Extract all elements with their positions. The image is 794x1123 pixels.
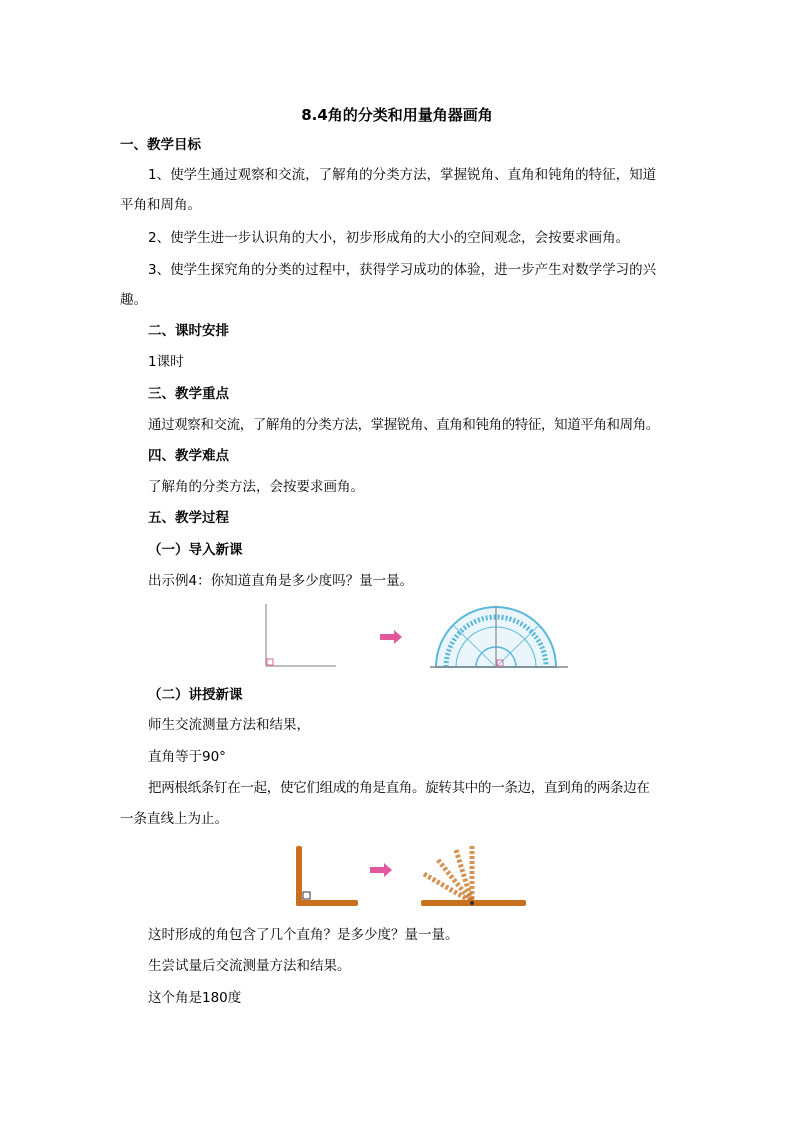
schedule-text: 1课时 [148,354,184,370]
arrow-icon [370,863,392,877]
protractor-icon [430,606,568,667]
right-angle-mark [267,659,273,665]
new-lesson-text-3-line-1: 把两根纸条钉在一起，使它们组成的角是直角。旋转其中的一条边，直到角的两条边在 [148,780,650,796]
new-lesson-text-2: 直角等于90° [148,749,226,765]
difficult-points-text: 了解角的分类方法，会按要求画角。 [148,479,364,495]
goals-heading: 一、教学目标 [120,137,201,153]
new-lesson-heading: （二）讲授新课 [148,687,243,703]
new-lesson-text-3-line-2: 一条直线上为止。 [120,811,228,827]
rotating-strips-icon [421,846,526,906]
paper-strip-figure [288,840,533,912]
goal-1-line-1: 1、使学生通过观察和交流，了解角的分类方法，掌握锐角、直角和钝角的特征，知道 [148,167,657,183]
new-lesson-text-1: 师生交流测量方法和结果， [148,717,310,733]
page-title: 8.4角的分类和用量角器画角 [301,106,493,124]
intro-heading: （一）导入新课 [148,542,243,558]
new-lesson-text-4: 这时形成的角包含了几个直角？是多少度？量一量。 [148,927,459,943]
new-lesson-text-6: 这个角是180度 [148,990,242,1006]
difficult-points-heading: 四、教学难点 [148,448,229,464]
schedule-heading: 二、课时安排 [148,323,229,339]
goal-3-line-2: 趣。 [120,292,147,308]
goal-2: 2、使学生进一步认识角的大小，初步形成角的大小的空间观念，会按要求画角。 [148,230,630,246]
key-points-text: 通过观察和交流，了解角的分类方法，掌握锐角、直角和钝角的特征，知道平角和周角。 [148,417,659,433]
key-points-heading: 三、教学重点 [148,386,229,402]
arrow-icon [380,630,402,644]
right-angle-figure [258,600,574,672]
goal-3-line-1: 3、使学生探究角的分类的过程中，获得学习成功的体验，进一步产生对数学学习的兴 [148,262,657,278]
goal-1-line-2: 平角和周角。 [120,197,201,213]
new-lesson-text-5: 生尝试量后交流测量方法和结果。 [148,958,351,974]
intro-text: 出示例4：你知道直角是多少度吗？量一量。 [148,573,414,589]
right-angle-strips [296,846,358,906]
process-heading: 五、教学过程 [148,510,229,526]
